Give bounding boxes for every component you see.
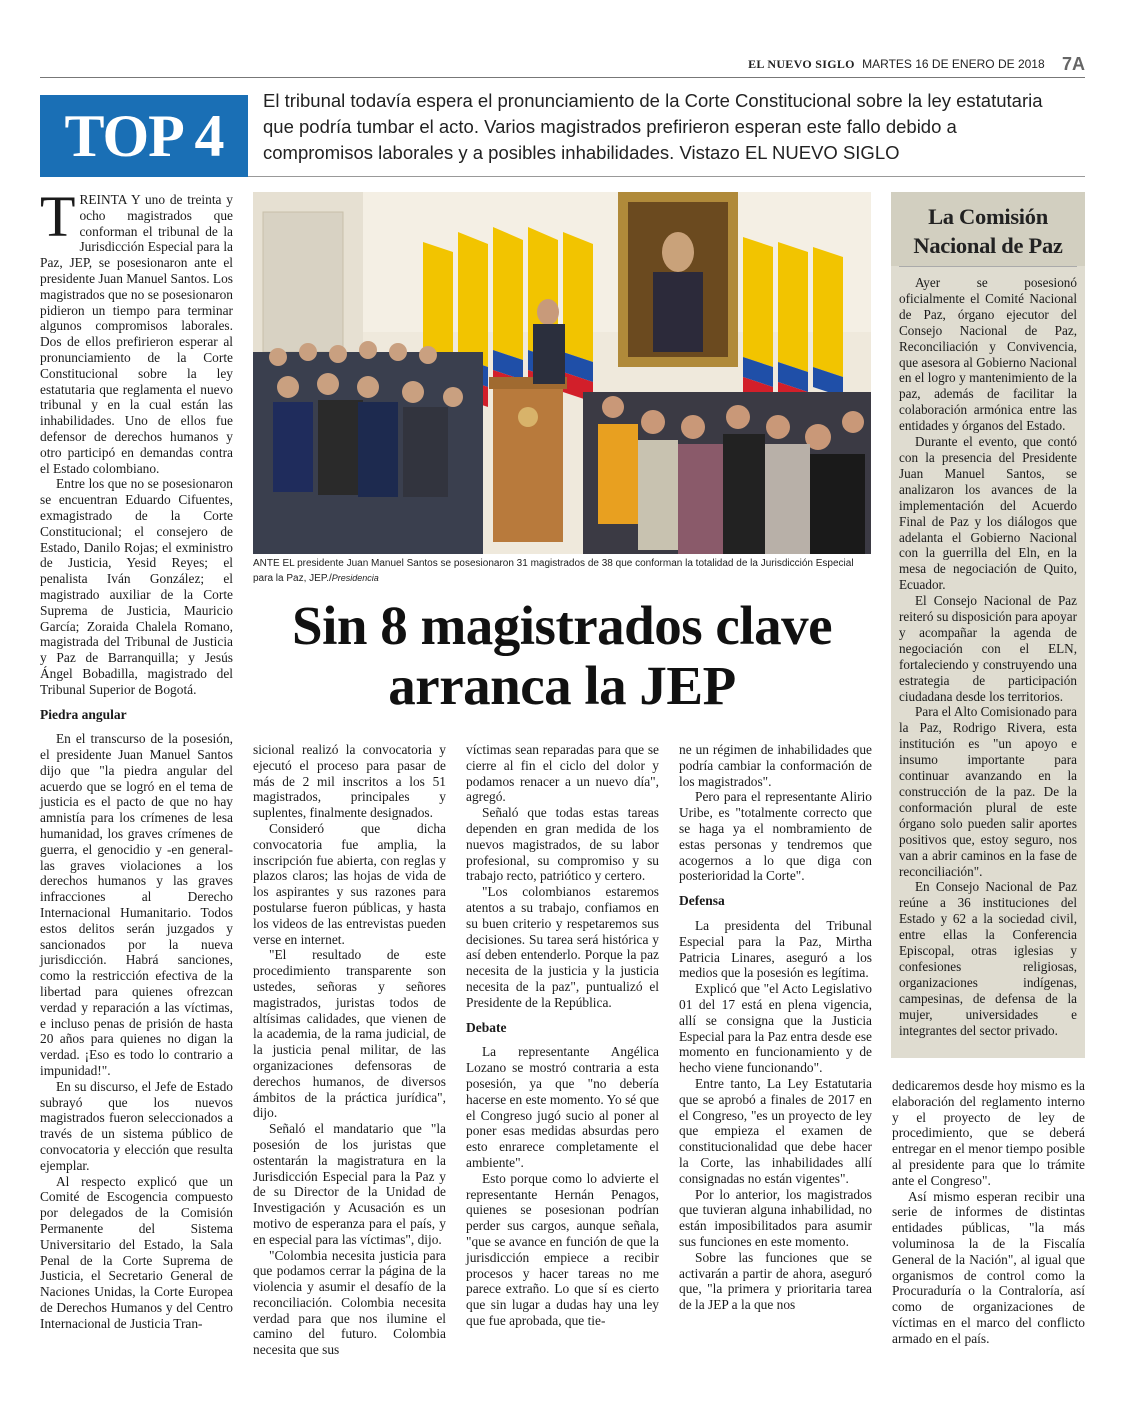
article-column-3 <box>466 742 659 1329</box>
issue-date: MARTES 16 DE ENERO DE 2018 <box>862 57 1045 71</box>
paragraph: Consideró que dicha convocatoria fue amplia, la inscripción fue abierta, con reglas y plazos claros; las hojas de vida de los aspirantes y sus razones para postularse fueron públicas, y hasta los videos de las entrevistas pueden verse en internet. <box>253 820 446 947</box>
paragraph: En Consejo Nacional de Paz reúne a 36 instituciones del Estado y 62 a la sociedad civil, entre ellas la Conferencia Episcopal, otras iglesias y confesiones religiosas, organizaciones indígenas, campesinas, de defensa de la mujer, universidades e integrantes del sector privado. <box>899 879 1077 1038</box>
article-column-2 <box>253 742 446 1358</box>
article-column-1 <box>40 184 234 1332</box>
article-column-4 <box>679 742 872 1313</box>
subheading: Piedra angular <box>40 706 127 722</box>
ceremony-photo <box>253 192 871 554</box>
headline-line-2: arranca la JEP <box>388 655 736 716</box>
paragraph: víctimas sean reparadas para que se cierre al fin el ciclo del dolor y podamos renacer a un nuevo día", agregó. <box>466 742 659 805</box>
header-info <box>748 54 1085 75</box>
paragraph: dedicaremos desde hoy mismo es la elaboración del reglamento interno y el proyecto de ley de procedimiento, que se deberá entregar en el menor tiempo posible al presidente para que lo trámite ante el Congreso". <box>892 1078 1085 1188</box>
paragraph: sicional realizó la convocatoria y ejecutó el proceso para pasar de más de 2 mil inscritos a los 51 magistrados, principales y suplentes, finalmente designados. <box>253 742 446 821</box>
paragraph: Durante el evento, que contó con la presencia del Presidente Juan Manuel Santos, se analizaron los avances de la implementación del Acuerdo Final de Paz y los diálogos que adelanta el Gobierno Nacional con la guerrilla del Eln, en la mesa de negociación de Quito, Ecuador. <box>899 434 1077 593</box>
page-header <box>40 50 1085 78</box>
headline-line-1: Sin 8 magistrados clave <box>291 595 833 656</box>
paragraph: "Los colombianos estaremos atentos a su trabajo, confiamos en su buen criterio y respetaremos sus decisiones. Su tarea será histórica y así deben entenderlo. Porque la paz necesita de la justicia y la justicia necesita de la paz", puntualizó el Presidente de la República. <box>466 884 659 1010</box>
paragraph: Al respecto explicó que un Comité de Escogencia compuesto por delegados de la Comisión Permanente del Sistema Universitario del Estado, la Sala Penal de la Corte Suprema de Justicia, el Secretario General de Naciones Unidas, la Corte Europea de Derechos Humanos y del Centro Internacional de Justicia Tran- <box>40 1173 233 1331</box>
page-number: 7A <box>1061 54 1085 74</box>
newspaper-name: EL NUEVO SIGLO <box>748 57 855 71</box>
paragraph: En el transcurso de la posesión, el presidente Juan Manuel Santos dijo que "la piedra angular del acuerdo que se logró en el tema de justicia es el pacto de que no hay amnistía para los crímenes de lesa humanidad, los graves crímenes de guerra, el genocidio y -en general- las graves violaciones a los derechos humanos y las graves infracciones al Derecho Internacional Humanitario. Todos estos delitos serán juzgados y sancionados por la nueva jurisdicción. Habrá sanciones, como la restricción efectiva de la libertad para quienes ofrezcan verdad y reparación a las víctimas, e incluso penas de prisión de hasta 20 años para quienes no digan la verdad. ¡Eso es todo lo contrario a impunidad!". <box>40 731 233 1079</box>
paragraph: ne un régimen de inhabilidades que podría cambiar la conformación de los magistrados". <box>679 742 872 789</box>
paragraph: Por lo anterior, los magistrados que tuvieran alguna inhabilidad, no están imposibilitados para asumir sus funciones en este momento. <box>679 1186 872 1249</box>
photo-caption <box>253 557 871 586</box>
paragraph: Señaló el mandatario que "la posesión de los juristas que ostentarán la magistratura en la Jurisdicción Especial para la Paz y de su Director de la Unidad de Investigación y Acusación es un motivo de esperanza para el país, y en especial para las víctimas", dijo. <box>253 1121 446 1247</box>
article-headline <box>253 596 871 716</box>
paragraph: "Colombia necesita justicia para que podamos cerrar la página de la violencia y asumir el desafío de la reconciliación. Colombia necesita verdad para que nos ilumine el camino del futuro. Colombia necesita que sus <box>253 1247 446 1358</box>
subheading: Debate <box>466 1019 507 1035</box>
paragraph: Para el Alto Comisionado para la Paz, Rodrigo Rivera, esta institución es "un apoyo e insumo importante para continuar avanzando en la construcción de la paz. De la conformación plural de este órgano solo pueden salir aportes positivos que, estoy seguro, nos van a abrir caminos en la fase de reconciliación". <box>899 704 1077 879</box>
paragraph: Entre los que no se posesionaron se encuentran Eduardo Cifuentes, exmagistrado de la Corte Constitucional; el consejero de Estado, Danilo Rojas; el exministro de Justicia, Yesid Reyes; el penalista Iván González; el magistrado auxiliar de la Corte Suprema de Justicia, Mauricio García; Zoraida Chalela Romano, magistrada del Tribunal de Justicia y Paz de Barranquilla; y Jesús Ángel Bobadilla, magistrado del Tribunal Superior de Bogotá. <box>40 476 233 697</box>
lead-divider <box>248 176 1085 177</box>
section-label: TOP 4 <box>40 95 248 177</box>
sidebar-body <box>891 267 1085 1039</box>
paragraph: Pero para el representante Alirio Uribe, es "totalmente correcto que se haga ya el nombramiento de estas personas y tendremos que acogernos a lo que diga con posterioridad la Corte". <box>679 789 872 884</box>
subheading: Defensa <box>679 893 725 909</box>
paragraph: En su discurso, el Jefe de Estado subrayó que los nuevos magistrados fueron seleccionados a través de un sistema público de convocatoria y elección que resulta ejemplar. <box>40 1078 233 1173</box>
paragraph: Explicó que "el Acto Legislativo 01 del 17 está en plena vigencia, allí se consigna que la Justicia Especial para la Paz entra desde ese momento en funcionamiento y de hecho viene funcionando". <box>679 981 872 1076</box>
ceremony-photo-illustration <box>253 192 871 554</box>
paragraph: REINTA Y uno de treinta y ocho magistrados que conforman el tribunal de la Jurisdicción Especial para la Paz, JEP, se posesionaron ante el presidente Juan Manuel Santos. Los magistrados que no se posesionaron pidieron un tiempo para terminar algunos compromisos laborales. Dos de ellos prefirieron esperar al pronunciamiento de la Corte Constitucional sobre la ley estatutaria que reglamenta el nuevo tribunal y en la cual están las inhabilidades. Uno de ellos fue defensor de derechos humanos y otro participó en demandas contra el Estado colombiano. <box>40 192 234 476</box>
paragraph: Esto porque como lo advierte el representante Hernán Penagos, quienes se posesionan podrían perder sus cargos, aunque señala, "que se avance en función de que la jurisdicción empiece a recibir procesos y hacer tareas no me parece extraño. Lo que sí es cierto que sin lugar a dudas hay una ley que fue aprobada, que tie- <box>466 1170 659 1328</box>
paragraph: Señaló que todas estas tareas dependen en gran medida de los nuevos magistrados, de su labor profesional, su compromiso y su trabajo recto, patriótico y certero. <box>466 805 659 884</box>
paragraph: Así mismo esperan recibir una serie de informes de distintas entidades públicas, "la más voluminosa la de la Fiscalía General de la Nación", al igual que organismos de control como la Procuraduría o la Contraloría, así como de organizaciones de víctimas en el marco del conflicto armado en el país. <box>892 1188 1085 1346</box>
paragraph: "El resultado de este procedimiento transparente son ustedes, señoras y señores magistrados, juristas todos de altísimas calidades, que vienen de la academia, de la rama judicial, de la justicia penal militar, de las organizaciones defensoras de derechos humanos, de diversos ámbitos de la práctica jurídica", dijo. <box>253 947 446 1121</box>
paragraph: Entre tanto, La Ley Estatutaria que se aprobó a finales de 2017 en el Congreso, "es un proyecto de ley que empieza el examen de constitucionalidad que debe hacer la Corte, las inhabilidades allí consignadas no están vigentes". <box>679 1075 872 1186</box>
lead-paragraph: El tribunal todavía espera el pronunciamiento de la Corte Constitucional sobre la ley estatutaria que podría tumbar el acto. Varios magistrados prefirieron esperan este fallo debido a compromisos laborales y a posibles inhabilidades. Vistazo EL NUEVO SIGLO <box>263 90 1043 163</box>
sidebar-box <box>891 192 1085 1058</box>
photo-credit: Presidencia <box>331 573 379 583</box>
sidebar-title: La Comisión Nacional de Paz <box>891 192 1085 266</box>
paragraph: La presidenta del Tribunal Especial para la Paz, Mirtha Patricia Linares, aseguró a los medios que la posesión es legítima. <box>679 917 872 981</box>
paragraph: Ayer se posesionó oficialmente el Comité Nacional de Paz, órgano ejecutor del Consejo Nacional de Paz, Reconciliación y Convivencia, que asesora al Gobierno Nacional en el logro y mantenimiento de la paz, además de facilitar la colaboración armónica entre las entidades y órganos del Estado. <box>899 275 1077 434</box>
paragraph: La representante Angélica Lozano se mostró contraria a esta posesión, ya que "no debería hacerse en este momento. Yo sé que el Congreso jugó sucio al poner al poner esas medidas absurdas pero esto enrarece completamente el ambiente". <box>466 1044 659 1170</box>
drop-cap: T <box>40 184 76 249</box>
paragraph: Sobre las funciones que se activarán a partir de ahora, aseguró que, "la primera y prioritaria tarea de la JEP a la que nos <box>679 1249 872 1313</box>
caption-text: ANTE EL presidente Juan Manuel Santos se posesionaron 31 magistrados de 38 que conforman la totalidad de la Jurisdicción Especial para la Paz, JEP./ <box>253 558 854 584</box>
article-column-5 <box>892 1078 1085 1347</box>
paragraph: El Consejo Nacional de Paz reiteró su disposición para apoyar y acompañar la agenda de negociación con el ELN, fortaleciendo y construyendo una estrategia de participación ciudadana desde los territorios. <box>899 593 1077 704</box>
